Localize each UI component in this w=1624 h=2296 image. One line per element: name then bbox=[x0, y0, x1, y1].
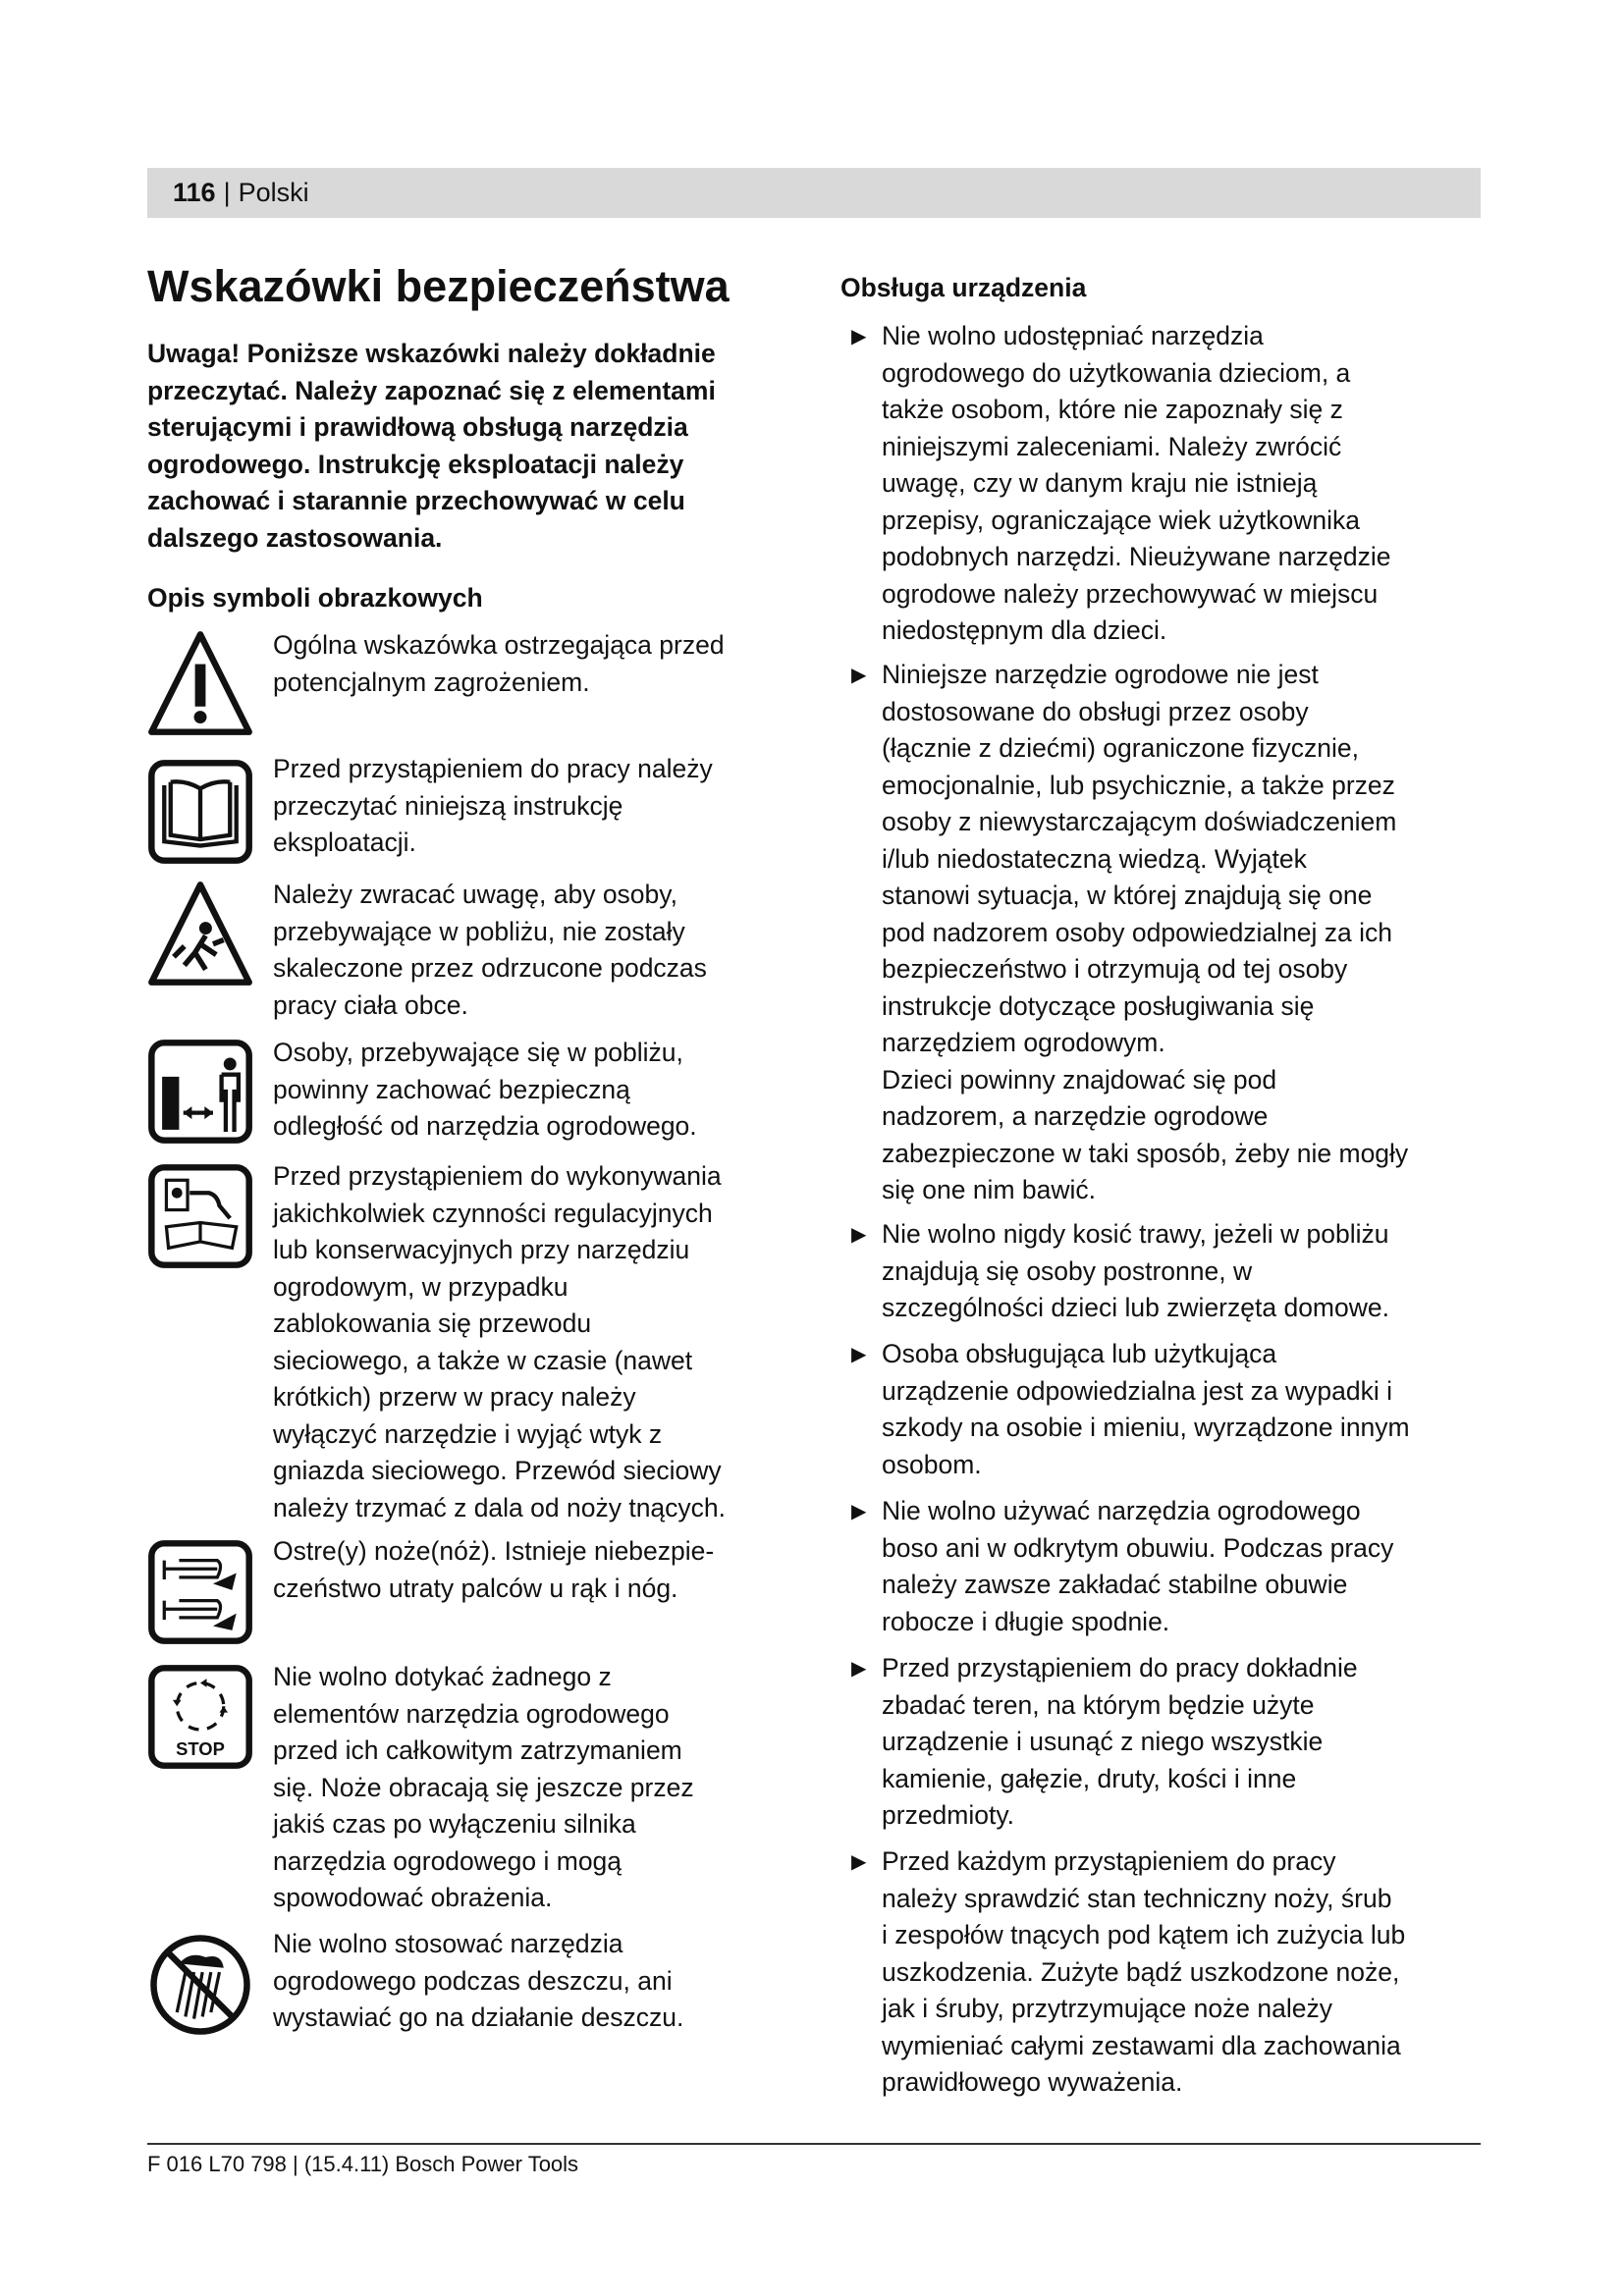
manual-book-icon bbox=[147, 759, 253, 865]
symbol-text-thrown-objects: Należy zwracać uwagę, aby osoby, przebywające w pobliżu, nie zostały skaleczone przez odrzucone podczas pracy ciała obce. bbox=[273, 880, 707, 1020]
operation-heading: Obsługa urządzenia bbox=[840, 273, 1087, 302]
symbols-heading: Opis symboli obrazkowych bbox=[147, 583, 483, 613]
header-separator: | bbox=[223, 178, 231, 207]
symbol-text-unplug: Przed przystąpieniem do wykonywania jakichkolwiek czynności regulacyjnych lub konserwacyjnych przy narzędziu ogrodowym, w przypadku zablokowania się przewodu sieciowego, a także w czasie (nawet krótkich) przerw w pracy należy wyłączyć narzędzie i wyjąć wtyk z gniazda sieciowego. Przewód sieciowy należy trzymać z dala od noży tnących. bbox=[273, 1161, 727, 1522]
page-number: 116 bbox=[173, 178, 216, 207]
sharp-blades-icon bbox=[147, 1539, 253, 1645]
symbol-text-no-rain: Nie wolno stosować narzędzia ogrodowego podczas deszczu, ani wystawiać go na działanie deszczu. bbox=[273, 1929, 684, 2032]
bullet-icon: ▶ bbox=[851, 665, 867, 686]
symbol-text-keep-distance: Osoby, przebywające się w pobliżu, powinny zachować bezpieczną odległość od narzędzia ogrodowego. bbox=[273, 1038, 697, 1141]
bullet-text: Niniejsze narzędzie ogrodowe nie jest dostosowane do obsługi przez osoby (łącznie z dziećmi) ograniczone fizycznie, emocjonalnie, lub psychicznie, a także przez osoby z niewystarczającym doświadczeniem i/lub niedostateczną wiedzą. Wyjątek stanowi sytuacja, w której znajdują się one pod nadzorem osoby odpowiedzialnej za ich bezpieczeństwo i otrzymują od tej osoby instrukcje dotyczące posługiwania się narzędziem ogrodowym. Dzieci powinny znajdować się pod nadzorem, a narzędzie ogrodowe zabezpieczone w taki sposób, żeby nie mogły się one nim bawić. bbox=[882, 660, 1409, 1204]
stop-label: STOP bbox=[176, 1737, 225, 1759]
footer-text: F 016 L70 798 | (15.4.11) Bosch Power Tools bbox=[147, 2152, 579, 2176]
warning-triangle-icon bbox=[147, 630, 253, 736]
bullet-text: Osoba obsługująca lub użytkująca urządzenie odpowiedzialna jest za wypadki i szkody na osobie i mieniu, wyrządzone innym osobom. bbox=[882, 1339, 1410, 1479]
bullet-icon: ▶ bbox=[851, 1658, 867, 1680]
thrown-objects-icon bbox=[147, 881, 253, 987]
bullet-text: Nie wolno udostępniać narzędzia ogrodowego do użytkowania dzieciom, a także osobom, które nie zapoznały się z niniejszymi zaleceniami. Należy zwrócić uwagę, czy w danym kraju nie istnieją przepisy, ograniczające wiek użytkownika podobnych narzędzi. Nieużywane narzędzie ogrodowe należy przechowywać w miejscu niedostępnym dla dzieci. bbox=[882, 321, 1391, 645]
unplug-maintenance-icon bbox=[147, 1163, 253, 1269]
bullet-icon: ▶ bbox=[851, 1224, 867, 1246]
keep-distance-icon bbox=[147, 1039, 253, 1145]
header-language: Polski bbox=[238, 178, 309, 207]
page-header bbox=[147, 168, 1481, 218]
page-title: Wskazówki bezpieczeństwa bbox=[147, 261, 730, 311]
no-rain-icon bbox=[147, 1932, 253, 2038]
intro-warning: Uwaga! Poniższe wskazówki należy dokładnie przeczytać. Należy zapoznać się z elementami sterującymi i prawidłową obsługą narzędzia ogrodowego. Instrukcję eksploatacji należy zachować i starannie przechowywać w celu dalszego zastosowania. bbox=[147, 339, 716, 553]
bullet-text: Nie wolno nigdy kosić trawy, jeżeli w pobliżu znajdują się osoby postronne, w szczególności dzieci lub zwierzęta domowe. bbox=[882, 1219, 1389, 1322]
bullet-icon: ▶ bbox=[851, 1501, 867, 1522]
bullet-text: Przed przystąpieniem do pracy dokładnie zbadać teren, na którym będzie użyte urządzenie i usunąć z niego wszystkie kamienie, gałęzie, druty, kości i inne przedmioty. bbox=[882, 1653, 1358, 1830]
symbol-text-general-warning: Ogólna wskazówka ostrzegająca przed potencjalnym zagrożeniem. bbox=[273, 630, 725, 697]
symbol-text-stop: Nie wolno dotykać żadnego z elementów narzędzia ogrodowego przed ich całkowitym zatrzymaniem się. Noże obracają się jeszcze przez jakiś czas po wyłączeniu silnika narzędzia ogrodowego i mogą spowodować obrażenia. bbox=[273, 1662, 694, 1912]
bullet-text: Nie wolno używać narzędzia ogrodowego boso ani w odkrytym obuwiu. Podczas pracy należy zawsze zakładać stabilne obuwie robocze i długie spodnie. bbox=[882, 1496, 1394, 1636]
symbol-text-read-manual: Przed przystąpieniem do pracy należy przeczytać niniejszą instrukcję eksploatacji. bbox=[273, 754, 713, 857]
bullet-icon: ▶ bbox=[851, 326, 867, 347]
stop-rotation-icon bbox=[147, 1664, 253, 1770]
bullet-icon: ▶ bbox=[851, 1344, 867, 1365]
bullet-text: Przed każdym przystąpieniem do pracy należy sprawdzić stan techniczny noży, śrub i zespołów tnących pod kątem ich zużycia lub uszkodzenia. Zużyte bądź uszkodzone noże, jak i śruby, przytrzymujące noże należy wymieniać całymi zestawami dla zachowania prawidłowego wyważenia. bbox=[882, 1846, 1406, 2097]
footer-divider bbox=[147, 2143, 1481, 2145]
symbol-text-sharp-blades: Ostre(y) noże(nóż). Istnieje niebezpie- czeństwo utraty palców u rąk i nóg. bbox=[273, 1536, 715, 1603]
bullet-icon: ▶ bbox=[851, 1851, 867, 1873]
